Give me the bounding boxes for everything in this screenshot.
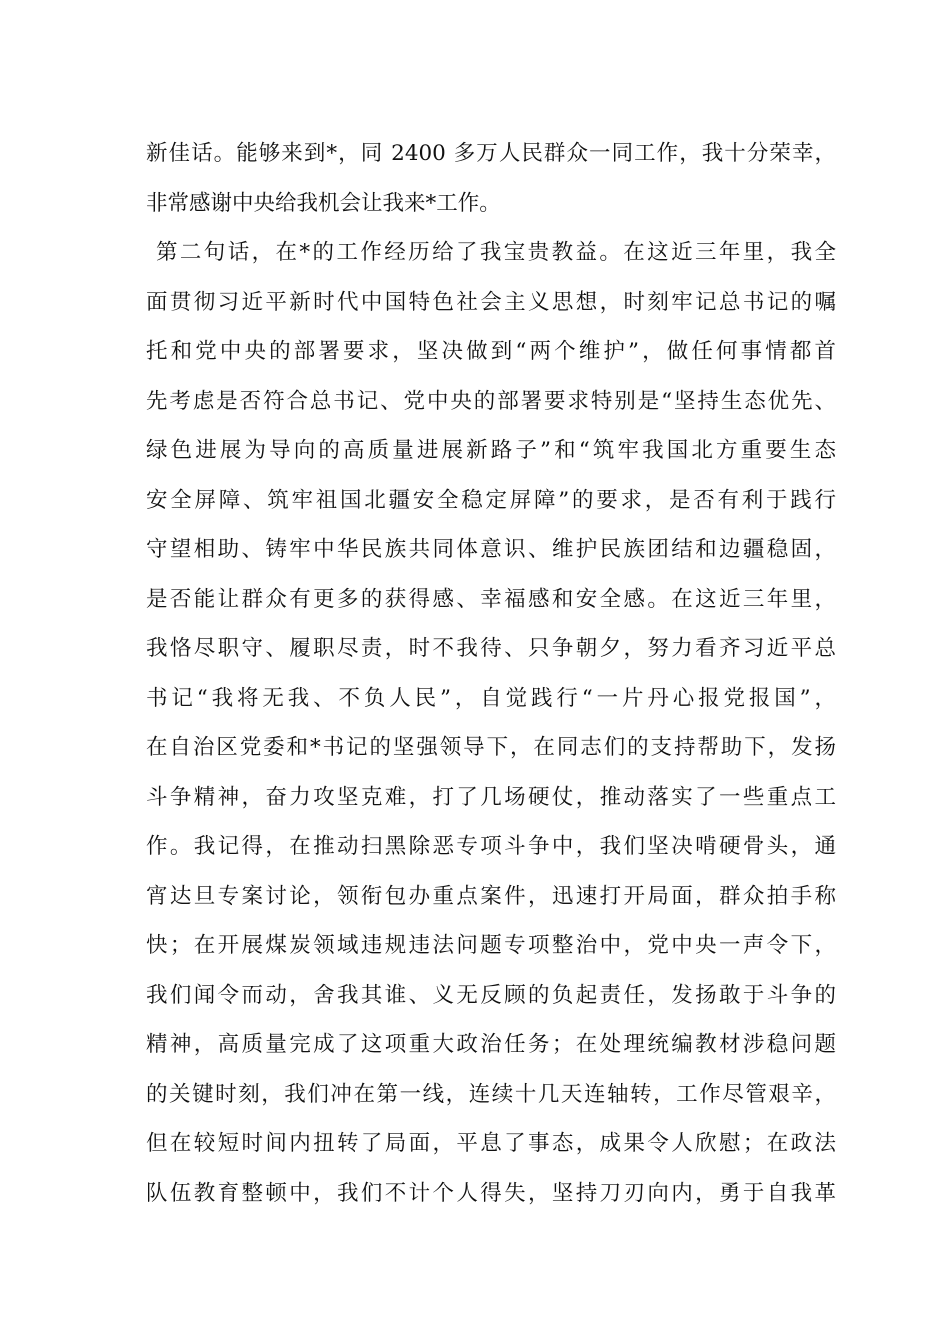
text-line: 安全屏障、筑牢祖国北疆安全稳定屏障”的要求，是否有利于践行 bbox=[146, 487, 836, 513]
text-line: 是否能让群众有更多的获得感、幸福感和安全感。在这近三年里， bbox=[146, 586, 836, 612]
text-line: 绿色进展为导向的高质量进展新路子”和“筑牢我国北方重要生态 bbox=[146, 438, 836, 463]
text-line: 快；在开展煤炭领域违规违法问题专项整治中，党中央一声令下， bbox=[146, 933, 836, 958]
text-line: 作。我记得，在推动扫黑除恶专项斗争中，我们坚决啃硬骨头，通 bbox=[146, 834, 836, 859]
text-line: 面贯彻习近平新时代中国特色社会主义思想，时刻牢记总书记的嘱 bbox=[146, 289, 836, 315]
body-text bbox=[146, 129, 836, 1218]
text-line: 先考虑是否符合总书记、党中央的部署要求特别是“坚持生态优先、 bbox=[146, 388, 836, 414]
text-line: 斗争精神，奋力攻坚克难，打了几场硬仗，推动落实了一些重点工 bbox=[146, 784, 836, 810]
text-line: 我恪尽职守、履职尽责，时不我待、只争朝夕，努力看齐习近平总 bbox=[146, 636, 836, 661]
text-line: 在自治区党委和*书记的坚强领导下，在同志们的支持帮助下，发扬 bbox=[146, 735, 836, 760]
text-line: 非常感谢中央给我机会让我来*工作。 bbox=[146, 190, 501, 216]
text-line: 的关键时刻，我们冲在第一线，连续十几天连轴转，工作尽管艰辛， bbox=[146, 1081, 836, 1107]
text-line: 宵达旦专案讨论，领衔包办重点案件，迅速打开局面，群众拍手称 bbox=[146, 883, 836, 909]
text-line: 但在较短时间内扭转了局面，平息了事态，成果令人欣慰；在政法 bbox=[146, 1131, 836, 1156]
text-line: 新佳话。能够来到*，同 2400 多万人民群众一同工作，我十分荣幸， bbox=[146, 141, 836, 166]
text-line: 守望相助、铸牢中华民族共同体意识、维护民族团结和边疆稳固， bbox=[146, 537, 836, 562]
text-line: 书记“我将无我、不负人民”，自觉践行“一片丹心报党报国”， bbox=[146, 685, 836, 711]
text-line: 托和党中央的部署要求，坚决做到“两个维护”，做任何事情都首 bbox=[146, 339, 836, 364]
text-line: 队伍教育整顿中，我们不计个人得失，坚持刀刃向内，勇于自我革 bbox=[146, 1180, 836, 1206]
text-line: 我们闻令而动，舍我其谁、义无反顾的负起责任，发扬敢于斗争的 bbox=[146, 982, 836, 1008]
text-line: 第二句话，在*的工作经历给了我宝贵教益。在这近三年里，我全 bbox=[156, 240, 836, 265]
text-line: 精神，高质量完成了这项重大政治任务；在处理统编教材涉稳问题 bbox=[146, 1032, 836, 1057]
